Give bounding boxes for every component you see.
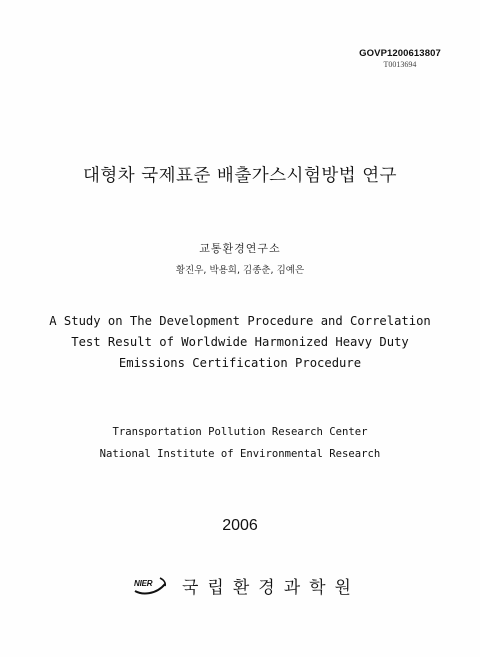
document-code: GOVP1200613807	[359, 48, 441, 59]
nier-logo	[132, 574, 168, 596]
english-organization	[0, 421, 480, 465]
korean-title: 대형차 국제표준 배출가스시험방법 연구	[82, 166, 398, 186]
publisher-footer	[132, 570, 360, 600]
korean-organization: 교통환경연구소	[199, 242, 281, 255]
publication-year: 2006	[222, 517, 258, 534]
english-title-line-2: Test Result of Worldwide Harmonized Heavy Duty	[71, 335, 409, 349]
english-title-line-3: Emissions Certification Procedure	[118, 356, 362, 370]
institute-name: 국립환경과학원	[182, 577, 360, 598]
document-sub-code: T0013694	[383, 60, 417, 69]
english-title	[0, 311, 480, 374]
english-organization-line-1: Transportation Pollution Research Center	[112, 426, 368, 438]
korean-authors: 황진우, 박용희, 김종춘, 김예은	[175, 265, 305, 276]
document-code-block	[350, 48, 450, 69]
nier-logo-text: NIER	[134, 579, 153, 588]
english-title-line-1: A Study on The Development Procedure and Correlation	[49, 314, 431, 328]
english-organization-line-2: National Institute of Environmental Research	[99, 448, 381, 460]
